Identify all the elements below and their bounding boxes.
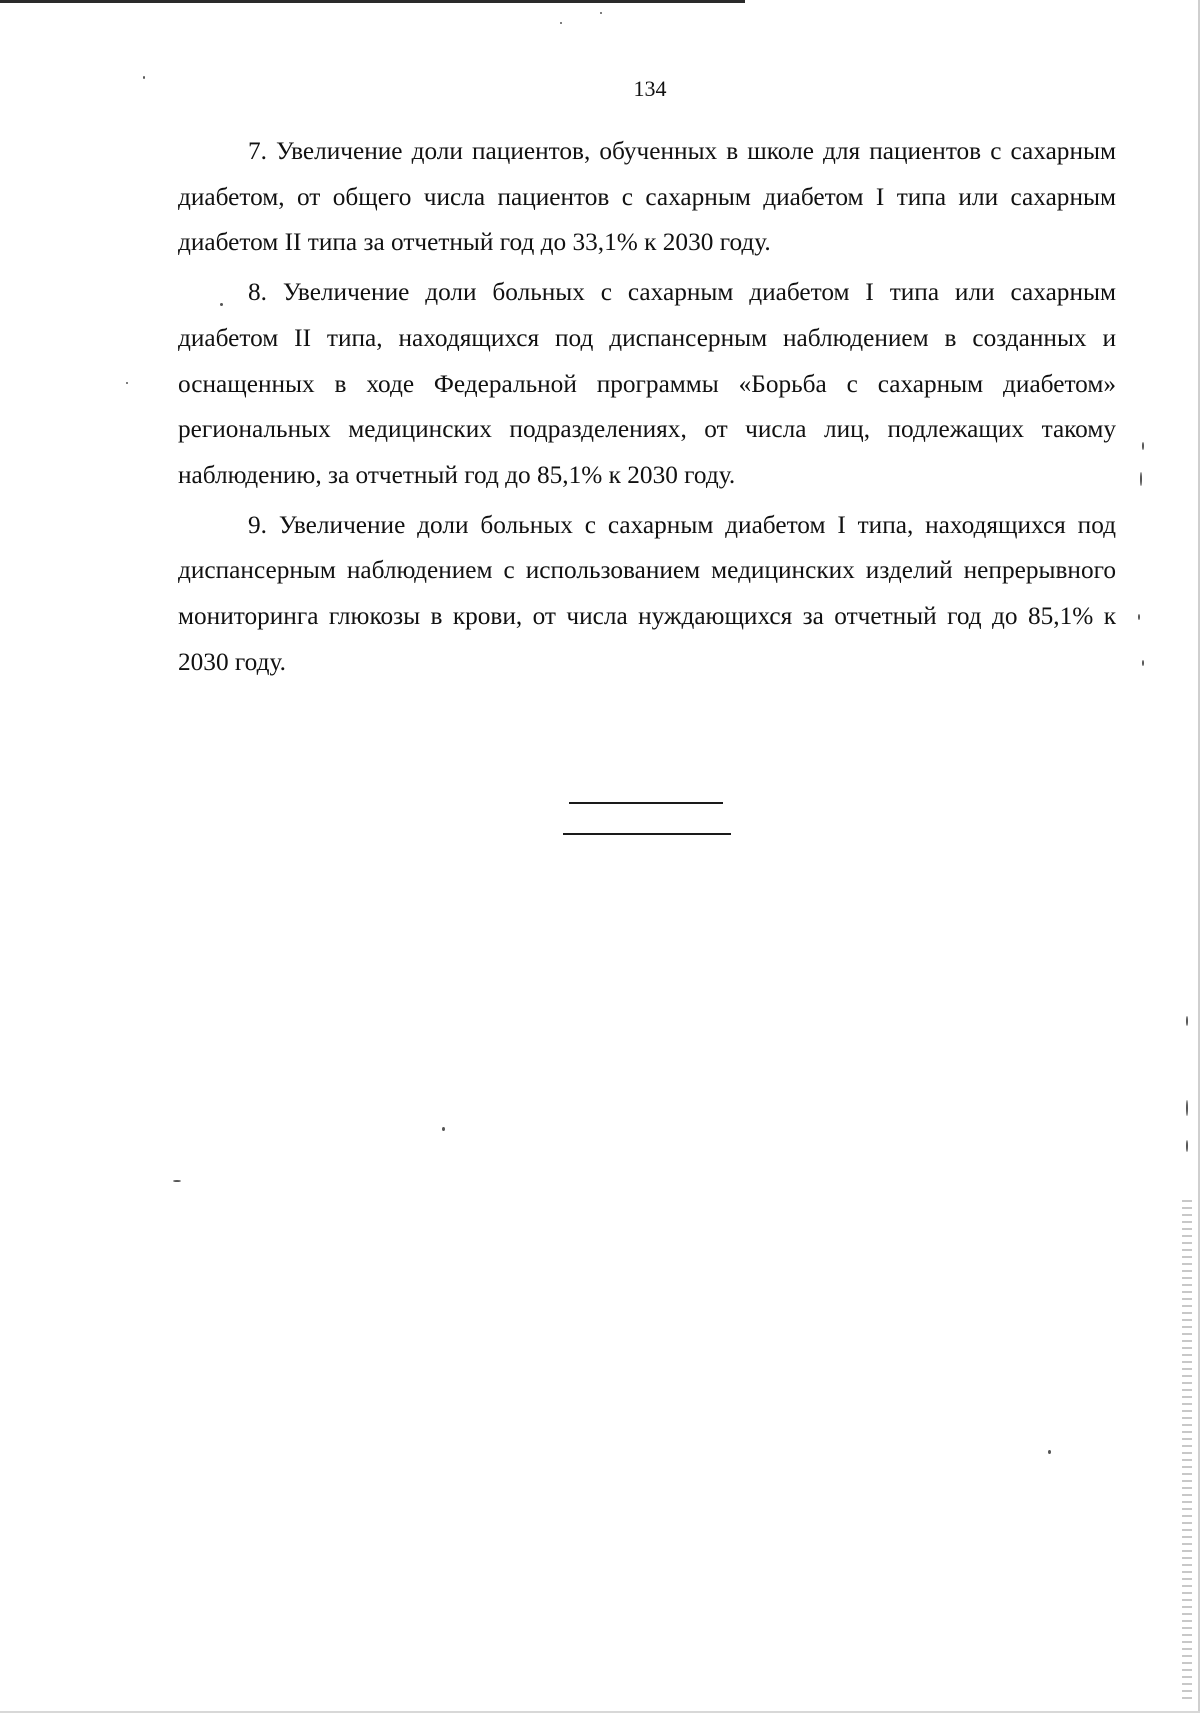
- paragraph-item-8: 8. Увеличение доли больных с сахарным диабетом I типа или сахарным диабетом II типа, находящихся под диспансерным наблюдением в созданных и оснащенных в ходе Федеральной программы «Борьба с сахарным диабетом» региональных медицинских подразделениях, от числа лиц, подлежащих такому наблюдению, за отчетный год до 85,1% к 2030 году.: [178, 278, 1116, 489]
- paragraph-item-7: 7. Увеличение доли пациентов, обученных в школе для пациентов с сахарным диабетом, от общего числа пациентов с сахарным диабетом I типа или сахарным диабетом II типа за отчетный год до 33,1% к 2030 году.: [178, 137, 1116, 257]
- scan-speck: [1142, 660, 1144, 666]
- scan-speck: [1186, 1140, 1188, 1152]
- scan-speck: [173, 1180, 181, 1182]
- closing-rule-bottom: [563, 833, 731, 835]
- scan-speck: [220, 303, 223, 306]
- scan-speck: [600, 12, 602, 14]
- scan-speck: [143, 76, 145, 79]
- scan-noise-strip: [1182, 1200, 1192, 1700]
- scan-speck: [126, 382, 128, 384]
- scan-speck: [1142, 442, 1144, 450]
- scan-speck: [1140, 472, 1142, 486]
- scan-speck: [442, 1127, 445, 1131]
- scan-speck: [560, 22, 562, 24]
- scan-speck: [1138, 614, 1140, 620]
- scan-speck: [1048, 1450, 1051, 1454]
- scan-speck: [1186, 1016, 1188, 1026]
- page-number: 134: [633, 76, 667, 101]
- closing-rule-top: [569, 802, 723, 804]
- scan-speck: [1186, 1100, 1188, 1116]
- scan-top-edge: [0, 0, 745, 3]
- paragraph-item-9: 9. Увеличение доли больных с сахарным диабетом I типа, находящихся под диспансерным наблюдением с использованием медицинских изделий непрерывного мониторинга глюкозы в крови, от числа нуждающихся за отчетный год до 85,1% к 2030 году.: [178, 510, 1116, 676]
- document-body: [178, 129, 1116, 689]
